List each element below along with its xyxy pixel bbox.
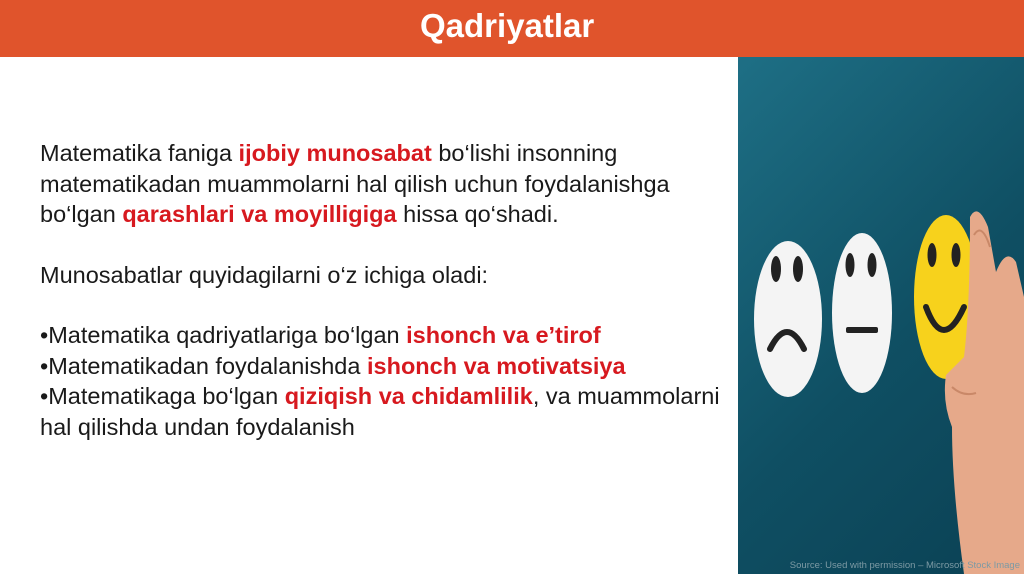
- highlighted-phrase: ishonch va e’tirof: [406, 322, 601, 348]
- text-segment: bo‘lishi insonning matematikadan muammolarni hal qilish uchun foydalanishga bo‘lgan: [40, 140, 670, 227]
- bullet-item: [40, 320, 720, 351]
- title-bar: [0, 0, 1024, 57]
- bullet-item: [40, 351, 720, 382]
- body-text: [40, 138, 720, 442]
- text-segment: •Matematika qadriyatlariga bo‘lgan: [40, 322, 407, 348]
- highlighted-phrase: qiziqish va chidamlilik: [284, 383, 533, 409]
- highlighted-phrase: ijobiy munosabat: [238, 140, 432, 166]
- text-segment: Munosabatlar quyidagilarni o‘z ichiga oladi:: [40, 261, 489, 288]
- text-segment: •Matematikadan foydalanishda: [40, 352, 367, 379]
- photo-illustration: [738, 57, 1024, 574]
- image-source-caption: Source: Used with permission – Microsoft Stock Image: [789, 560, 1020, 571]
- sad-face-icon: [754, 241, 822, 397]
- neutral-face-icon: [832, 233, 892, 393]
- text-segment: Matematika faniga: [40, 140, 239, 166]
- highlighted-phrase: ishonch va motivatsiya: [366, 352, 626, 379]
- bullet-item: [40, 381, 720, 442]
- text-segment: hissa qo‘shadi.: [396, 201, 559, 227]
- highlighted-phrase: qarashlari va moyilligiga: [122, 201, 397, 227]
- paragraph-includes: [40, 260, 720, 291]
- emoji-feedback-photo: [738, 57, 1024, 574]
- paragraph-intro: [40, 138, 720, 230]
- text-segment: •Matematikaga bo‘lgan: [40, 383, 285, 409]
- text-segment: , va muammolarni hal qilishda undan foydalanish: [40, 383, 720, 440]
- page-title: Qadriyatlar: [420, 7, 595, 44]
